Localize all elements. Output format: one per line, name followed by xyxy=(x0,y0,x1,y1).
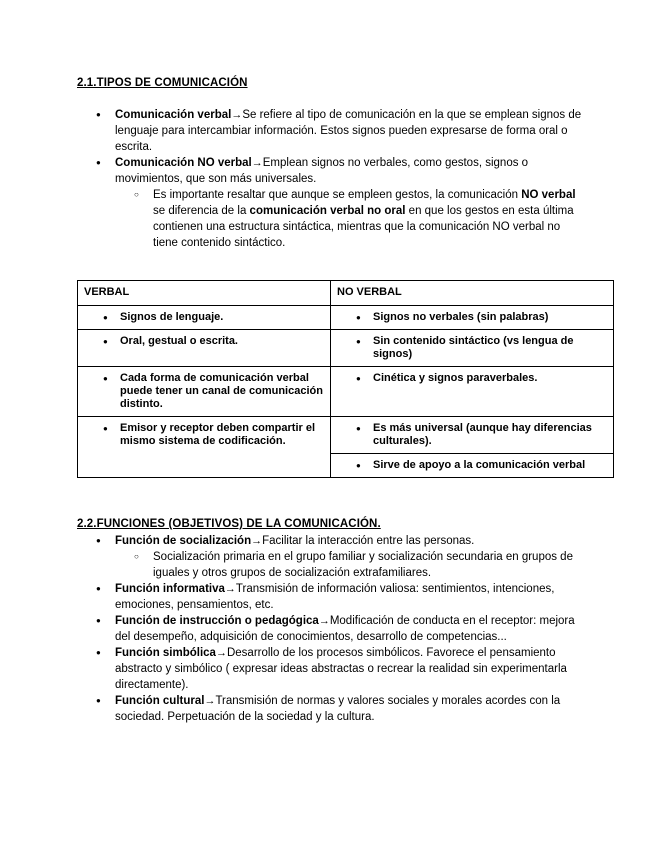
table-cell xyxy=(331,454,614,478)
table-cell xyxy=(331,306,614,330)
note-bold: NO verbal xyxy=(521,189,576,201)
arrow-icon: → xyxy=(204,695,216,707)
table-row xyxy=(78,367,614,417)
term-verbal: Comunicación verbal xyxy=(115,109,232,121)
definition-socializacion: Facilitar la interacción entre las personas. xyxy=(262,535,475,547)
sub-list xyxy=(115,187,587,251)
definition-simbolica: Desarrollo de los procesos simbólicos. Favorece el pensamiento abstracto y simbólico ( expresar ideas abstractas o recrear la realidad sin experimentarla directamente). xyxy=(115,647,567,691)
sub-item-socializacion: ○ Socialización primaria en el grupo familiar y socialización secundaria en grupos de iguales y otros grupos de socialización extrafamiliares. xyxy=(115,549,587,581)
list-item-cultural xyxy=(77,693,587,725)
definition-cultural: Transmisión de normas y valores sociales y morales acordes con la sociedad. Perpetuación de la sociedad y la cultura. xyxy=(115,695,561,723)
table-row xyxy=(78,330,614,367)
sub-item-note xyxy=(115,187,587,251)
note-text: Es importante resaltar que aunque se empleen gestos, la comunicación xyxy=(153,189,522,201)
section-heading-tipos: 2.1.TIPOS DE COMUNICACIÓN xyxy=(77,77,248,89)
table-row xyxy=(78,306,614,330)
header-verbal: VERBAL xyxy=(78,281,331,306)
header-no-verbal: NO VERBAL xyxy=(331,281,614,306)
definition-instruccion: Modificación de conducta en el receptor: mejora del desempeño, adquisición de conocimientos, desarrollo de competencias... xyxy=(115,615,575,643)
cell-bullet: ● Cinética y signos paraverbales. xyxy=(337,372,607,385)
section-heading-funciones: 2.2.FUNCIONES (OBJETIVOS) DE LA COMUNICACIÓN. xyxy=(77,518,381,530)
comparison-table xyxy=(77,280,614,478)
cell-bullet: ● Signos de lenguaje. xyxy=(84,311,324,324)
arrow-icon: → xyxy=(318,615,330,627)
term-socializacion: Función de socialización xyxy=(115,535,252,547)
cell-bullet: ● Emisor y receptor deben compartir el mismo sistema de codificación. xyxy=(84,422,324,448)
term-cultural: Función cultural xyxy=(115,695,205,707)
arrow-icon: → xyxy=(224,583,236,595)
table-cell xyxy=(78,417,331,478)
cell-bullet: ● Sin contenido sintáctico (vs lengua de signos) xyxy=(337,335,607,361)
list-item-socializacion xyxy=(77,533,587,581)
arrow-icon: → xyxy=(251,535,263,547)
table-cell xyxy=(78,330,331,367)
cell-bullet: ● Cada forma de comunicación verbal puede tener un canal de comunicación distinto. xyxy=(84,372,324,411)
list-item-informativa xyxy=(77,581,587,613)
table-cell xyxy=(331,367,614,417)
term-no-verbal: Comunicación NO verbal xyxy=(115,157,252,169)
table-cell xyxy=(78,367,331,417)
cell-bullet: ● Es más universal (aunque hay diferencias culturales). xyxy=(337,422,607,448)
list-item-instruccion xyxy=(77,613,587,645)
definition-no-verbal: Emplean signos no verbales, como gestos, signos o movimientos, que son más universales. xyxy=(115,157,529,185)
cell-bullet: ● Oral, gestual o escrita. xyxy=(84,335,324,348)
cell-bullet: ● Signos no verbales (sin palabras) xyxy=(337,311,607,324)
definition-verbal: Se refiere al tipo de comunicación en la que se emplean signos de lenguaje para intercambiar información. Estos signos pueden expresarse de forma oral o escrita. xyxy=(115,109,582,153)
note-text: se diferencia de la xyxy=(153,205,250,217)
term-instruccion: Función de instrucción o pedagógica xyxy=(115,615,319,627)
list-item-no-verbal xyxy=(77,155,587,251)
sub-list xyxy=(115,549,587,581)
arrow-icon: → xyxy=(231,109,243,121)
tipos-list xyxy=(77,107,587,251)
funciones-list xyxy=(77,533,587,725)
definition-informativa: Transmisión de información valiosa: sentimientos, intenciones, emociones, pensamientos, etc. xyxy=(115,583,555,611)
term-informativa: Función informativa xyxy=(115,583,225,595)
list-item-simbolica xyxy=(77,645,587,693)
arrow-icon: → xyxy=(215,647,227,659)
table-row xyxy=(78,417,614,454)
note-bold: comunicación verbal no oral xyxy=(249,205,406,217)
table-cell xyxy=(331,330,614,367)
term-simbolica: Función simbólica xyxy=(115,647,216,659)
note-text: en que los gestos en esta última contienen una estructura sintáctica, mientras que la comunicación NO verbal no tiene contenido sintáctico. xyxy=(153,205,574,249)
table-header-row xyxy=(78,281,614,306)
cell-bullet: ● Sirve de apoyo a la comunicación verbal xyxy=(337,459,607,472)
table-cell xyxy=(78,306,331,330)
arrow-icon: → xyxy=(251,157,263,169)
table-cell xyxy=(331,417,614,454)
list-item-verbal xyxy=(77,107,587,155)
